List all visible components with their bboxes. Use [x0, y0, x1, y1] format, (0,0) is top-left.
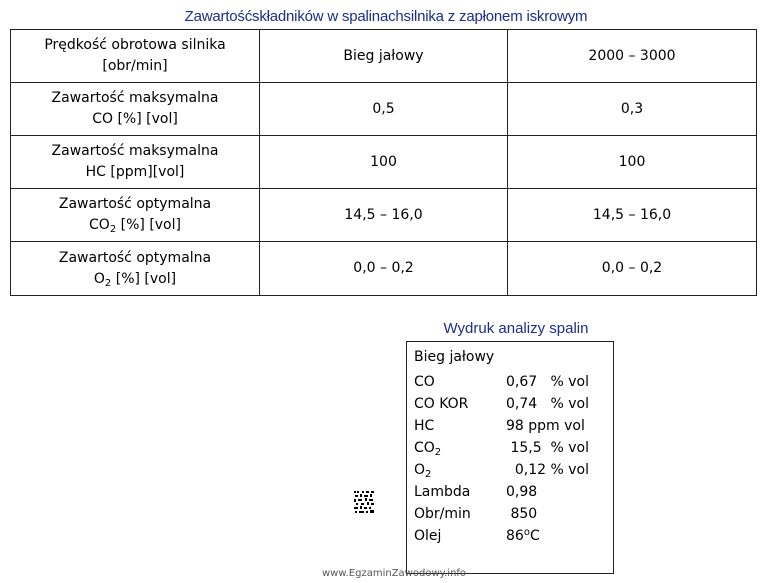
printout-heading: Bieg jałowy — [414, 349, 495, 365]
printout-row — [414, 481, 614, 503]
printout-row — [414, 415, 614, 437]
row-label-line2: $O_2$ [%] [vol] — [93, 270, 177, 289]
row-label-cell — [11, 189, 260, 242]
printout-key: Olej — [414, 528, 442, 544]
row-label-line1: Zawartość maksymalna — [51, 90, 219, 106]
row-rpm-value: 0,3 — [508, 83, 757, 136]
row-rpm-value: 100 — [508, 136, 757, 189]
printout-row — [414, 459, 614, 481]
table-title: Zawartośćskładników w spalinachsilnika z zapłonem iskrowym — [184, 8, 588, 25]
table-row — [11, 136, 757, 189]
printout-key: HC — [414, 418, 435, 434]
row-idle-value: 14,5 – 16,0 — [260, 189, 508, 242]
row-idle-value: 0,0 – 0,2 — [260, 242, 508, 296]
row-label-line2: HC [ppm][vol] — [85, 164, 185, 180]
printout-row — [414, 525, 614, 547]
header-label-cell — [11, 30, 260, 83]
printout-value: 15,5 % vol — [506, 440, 590, 456]
row-idle-value: 100 — [260, 136, 508, 189]
printout-value: 98 ppm vol — [506, 418, 585, 434]
emission-spec-table — [10, 29, 757, 296]
table-row — [11, 189, 757, 242]
header-rpm-cell: 2000 – 3000 — [508, 30, 757, 83]
site-footer: www.EgzaminZawodowy.info — [322, 568, 467, 579]
row-label-cell — [11, 242, 260, 296]
printout-row — [414, 393, 614, 415]
printout-key: Lambda — [414, 484, 471, 500]
printout-row — [414, 503, 614, 525]
printout-key: Obr/min — [414, 506, 471, 522]
header-label-line1: Prędkość obrotowa silnika — [44, 37, 226, 53]
printout-value: 0,12 % vol — [506, 462, 590, 478]
qr-code-icon — [353, 490, 375, 514]
header-idle-cell: Bieg jałowy — [260, 30, 508, 83]
row-label-line1: Zawartość maksymalna — [51, 143, 219, 159]
table-row — [11, 242, 757, 296]
row-label-line1: Zawartość optymalna — [58, 249, 212, 266]
row-label-line2: $CO_2$ [%] [vol] — [89, 217, 181, 235]
printout-row — [414, 371, 614, 393]
printout-title: Wydruk analizy spalin — [443, 320, 589, 337]
printout-value: 850 — [506, 506, 538, 522]
printout-key: CO — [414, 374, 435, 390]
row-rpm-value: 14,5 – 16,0 — [508, 189, 757, 242]
printout-key: $CO_2$ — [414, 440, 442, 458]
printout-value: 0,74 % vol — [506, 396, 590, 412]
printout-value: 86$^o$C — [506, 527, 540, 544]
row-rpm-value: 0,0 – 0,2 — [508, 242, 757, 296]
printout-key: CO KOR — [414, 396, 469, 412]
row-label-line2: CO [%] [vol] — [92, 111, 178, 127]
row-label-cell — [11, 136, 260, 189]
printout-value: 0,98 — [506, 484, 538, 500]
printout-row — [414, 437, 614, 459]
row-label-cell — [11, 83, 260, 136]
header-label-line2: [obr/min] — [102, 58, 168, 74]
row-idle-value: 0,5 — [260, 83, 508, 136]
printout-value: 0,67 % vol — [506, 374, 590, 390]
printout-key: $O_2$ — [414, 462, 432, 480]
exhaust-printout — [406, 341, 614, 574]
table-header-row — [11, 30, 757, 83]
table-row — [11, 83, 757, 136]
row-label-line1: Zawartość optymalna — [58, 196, 212, 212]
